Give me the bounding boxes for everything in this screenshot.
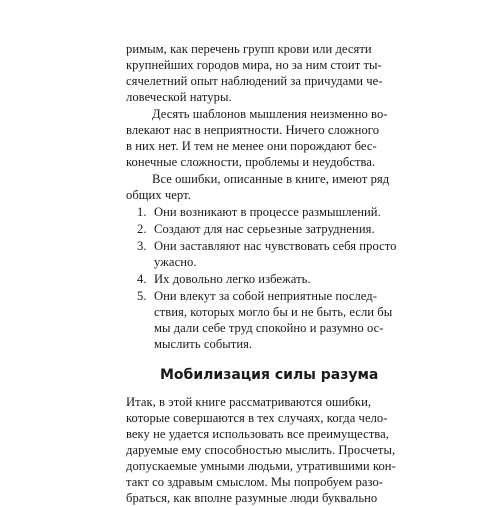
list-item-text: Они влекут за собой неприятные послед-: [154, 289, 377, 303]
list-item-text: мыслить события.: [154, 337, 253, 351]
list-item-text: Их довольно легко избежать.: [154, 272, 311, 286]
list-item-text: мы дали себе труд спокойно и разумно ос-: [154, 321, 384, 335]
text-line: которые совершаются в тех случаях, когда чело-: [126, 411, 388, 425]
text-line: римым, как перечень групп крови или десяти: [126, 42, 372, 56]
text-line: Все ошибки, описанные в книге, имеют ряд: [152, 172, 390, 186]
list-number: 3.: [137, 239, 147, 253]
text-line: Десять шаблонов мышления неизменно во-: [152, 107, 388, 121]
text-line: конечные сложности, проблемы и неудобства.: [126, 155, 376, 169]
list-item-text: Они заставляют нас чувствовать себя просто: [154, 239, 397, 253]
text-line: Итак, в этой книге рассматриваются ошибки,: [126, 395, 372, 409]
text-line: общих черт.: [126, 188, 191, 202]
text-line: такт со здравым смыслом. Мы попробуем разо-: [126, 475, 384, 489]
text-line: браться, как вполне разумные люди буквально: [126, 491, 378, 505]
list-item-text: Они возникают в процессе размышлений.: [154, 205, 381, 219]
list-number: 5.: [137, 289, 147, 303]
list-item-text: ствия, которых могло бы и не быть, если бы: [154, 305, 393, 319]
text-line: сячелетний опыт наблюдений за причудами че-: [126, 74, 383, 88]
list-number: 1.: [137, 205, 147, 219]
text-line: крупнейших городов мира, но за ним стоит ты-: [126, 58, 382, 72]
text-line: допускаемые умными людьми, утратившими кон-: [126, 459, 396, 473]
text-line: веку не удается использовать все преимущества,: [126, 427, 389, 441]
section-heading: Мобилизация силы разума: [160, 367, 379, 383]
list-item-text: ужасно.: [154, 255, 197, 269]
list-item-text: Создают для нас серьезные затруднения.: [154, 222, 375, 236]
list-number: 4.: [137, 272, 147, 286]
text-line: влекают нас в неприятности. Ничего сложного: [126, 123, 380, 137]
text-line: ловеческой натуры.: [126, 90, 232, 104]
text-line: в них нет. И тем не менее они порождают бес-: [126, 139, 377, 153]
list-number: 2.: [137, 222, 147, 236]
text-line: даруемые ему способностью мыслить. Просчеты,: [126, 443, 396, 457]
